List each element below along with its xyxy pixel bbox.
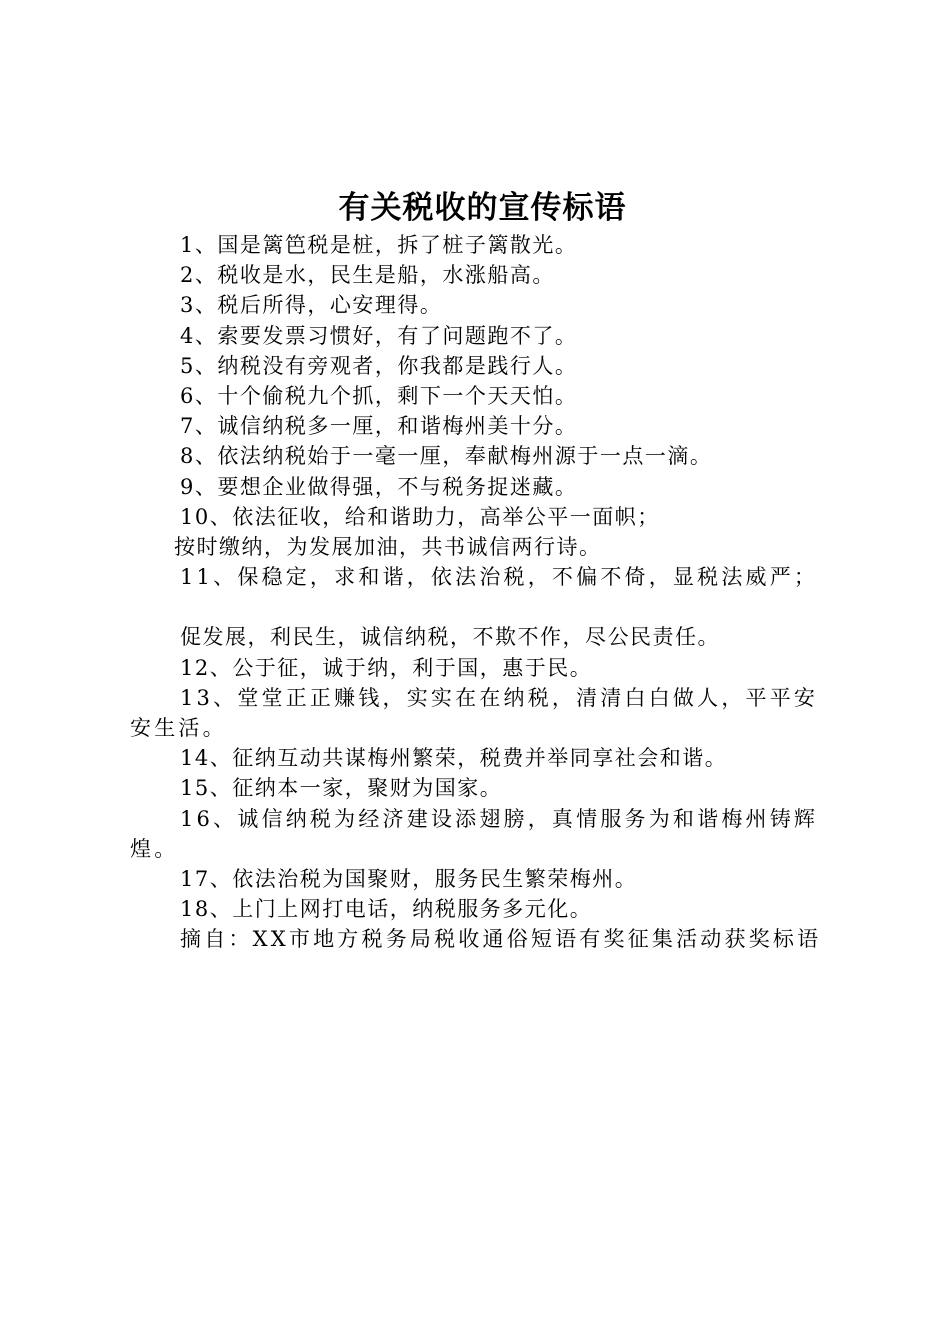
slogan-13: 13、堂堂正正赚钱，实实在在纳税，清清白白做人，平平安安生活。	[130, 685, 819, 741]
document-title: 有关税收的宣传标语	[338, 190, 627, 226]
slogan-17: 17、依法治税为国聚财，服务民生繁荣梅州。	[180, 867, 638, 892]
slogan-15: 15、征纳本一家，聚财为国家。	[180, 776, 503, 801]
slogan-4: 4、索要发票习惯好，有了问题跑不了。	[180, 323, 578, 348]
slogan-10-line-2: 按时缴纳，为发展加油，共书诚信两行诗。	[174, 535, 602, 560]
slogan-3: 3、税后所得，心安理得。	[180, 293, 443, 318]
slogan-18: 18、上门上网打电话，纳税服务多元化。	[180, 897, 593, 922]
slogan-14: 14、征纳互动共谋梅州繁荣，税费并举同享社会和谐。	[180, 746, 728, 771]
slogan-12: 12、公于征，诚于纳，利于国，惠于民。	[180, 655, 593, 680]
slogan-5: 5、纳税没有旁观者，你我都是践行人。	[180, 353, 578, 378]
slogan-11-line-1: 11、保稳定，求和谐，依法治税，不偏不倚，显税法威严；	[180, 565, 819, 590]
slogan-11-line-2: 促发展，利民生，诚信纳税，不欺不作，尽公民责任。	[180, 625, 720, 650]
slogan-6: 6、十个偷税九个抓，剩下一个天天怕。	[180, 384, 578, 409]
slogan-1: 1、国是篱笆税是桩，拆了桩子篱散光。	[180, 233, 578, 257]
source-note: 摘自：XX市地方税务局税收通俗短语有奖征集活动获奖标语	[180, 927, 822, 952]
slogan-16: 16、诚信纳税为经济建设添翅膀，真情服务为和谐梅州铸辉煌。	[130, 806, 819, 861]
document-page	[130, 186, 835, 955]
blank-line	[130, 592, 835, 622]
slogan-7: 7、诚信纳税多一厘，和谐梅州美十分。	[180, 414, 578, 439]
slogan-10-line-1: 10、依法征收，给和谐助力，高举公平一面帜；	[180, 504, 660, 529]
slogan-9: 9、要想企业做得强，不与税务捉迷藏。	[180, 474, 578, 499]
slogan-8: 8、依法纳税始于一毫一厘，奉献梅州源于一点一滴。	[180, 444, 713, 469]
slogan-2: 2、税收是水，民生是船，水涨船高。	[180, 263, 555, 288]
